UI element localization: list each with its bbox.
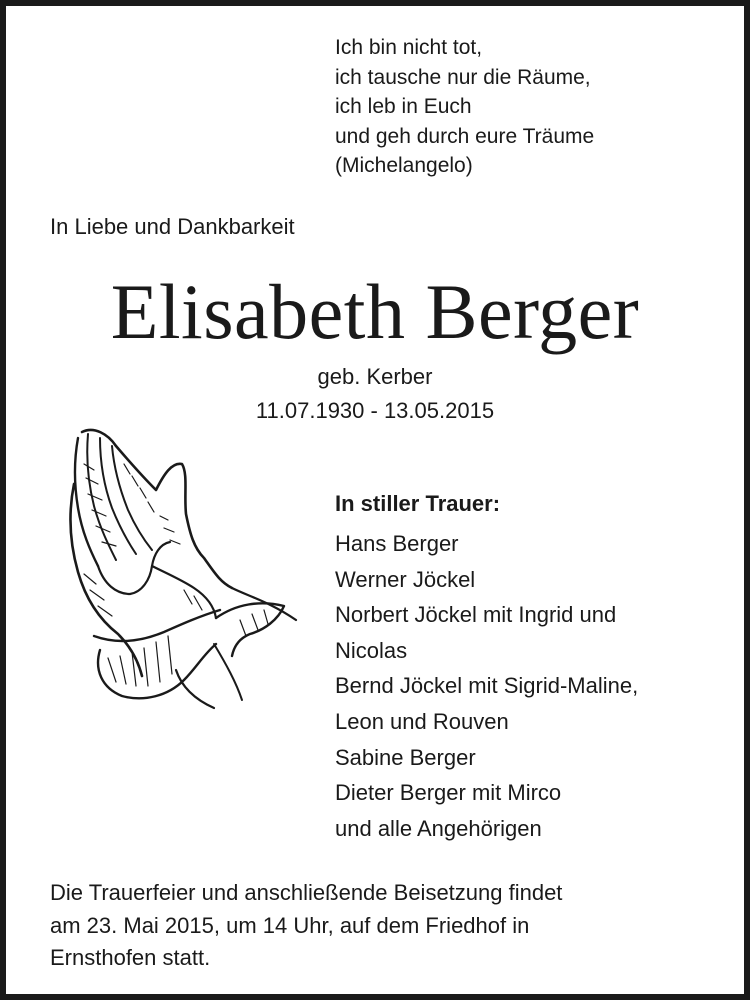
mourner-line: Dieter Berger mit Mirco bbox=[335, 780, 562, 806]
poem-line: und geh durch eure Träume bbox=[335, 124, 595, 148]
mourner-line: Bernd Jöckel mit Sigrid-Maline, bbox=[335, 673, 639, 699]
service-line: Ernsthofen statt. bbox=[50, 945, 211, 970]
mourner-line: Sabine Berger bbox=[335, 744, 476, 770]
mourner-line: Leon und Rouven bbox=[335, 708, 509, 734]
poem-line: Ich bin nicht tot, bbox=[335, 36, 483, 59]
mourner-line: Hans Berger bbox=[335, 531, 459, 556]
life-dates: 11.07.1930 - 13.05.2015 bbox=[255, 398, 495, 423]
deceased-name: Elisabeth Berger bbox=[110, 268, 640, 355]
mourner-line: und alle Angehörigen bbox=[335, 815, 542, 841]
service-line: Die Trauerfeier und anschließende Beisetzung findet bbox=[50, 880, 563, 905]
mourner-line: Werner Jöckel bbox=[335, 566, 476, 592]
mourners-list bbox=[335, 526, 638, 846]
mourners-heading: In stiller Trauer: bbox=[335, 491, 501, 516]
praying-hands-icon bbox=[64, 424, 304, 714]
poem-line: ich tausche nur die Räume, bbox=[335, 65, 591, 89]
dedication: In Liebe und Dankbarkeit bbox=[50, 214, 295, 239]
mourner-line: Norbert Jöckel mit Ingrid und bbox=[335, 602, 617, 628]
mourner-line: Nicolas bbox=[335, 637, 408, 663]
funeral-service-info bbox=[50, 877, 720, 975]
birth-name: geb. Kerber bbox=[317, 364, 433, 389]
poem bbox=[335, 33, 735, 181]
poem-attribution: (Michelangelo) bbox=[335, 154, 473, 177]
service-line: am 23. Mai 2015, um 14 Uhr, auf dem Friedhof in bbox=[50, 912, 530, 938]
poem-line: ich leb in Euch bbox=[335, 95, 472, 118]
